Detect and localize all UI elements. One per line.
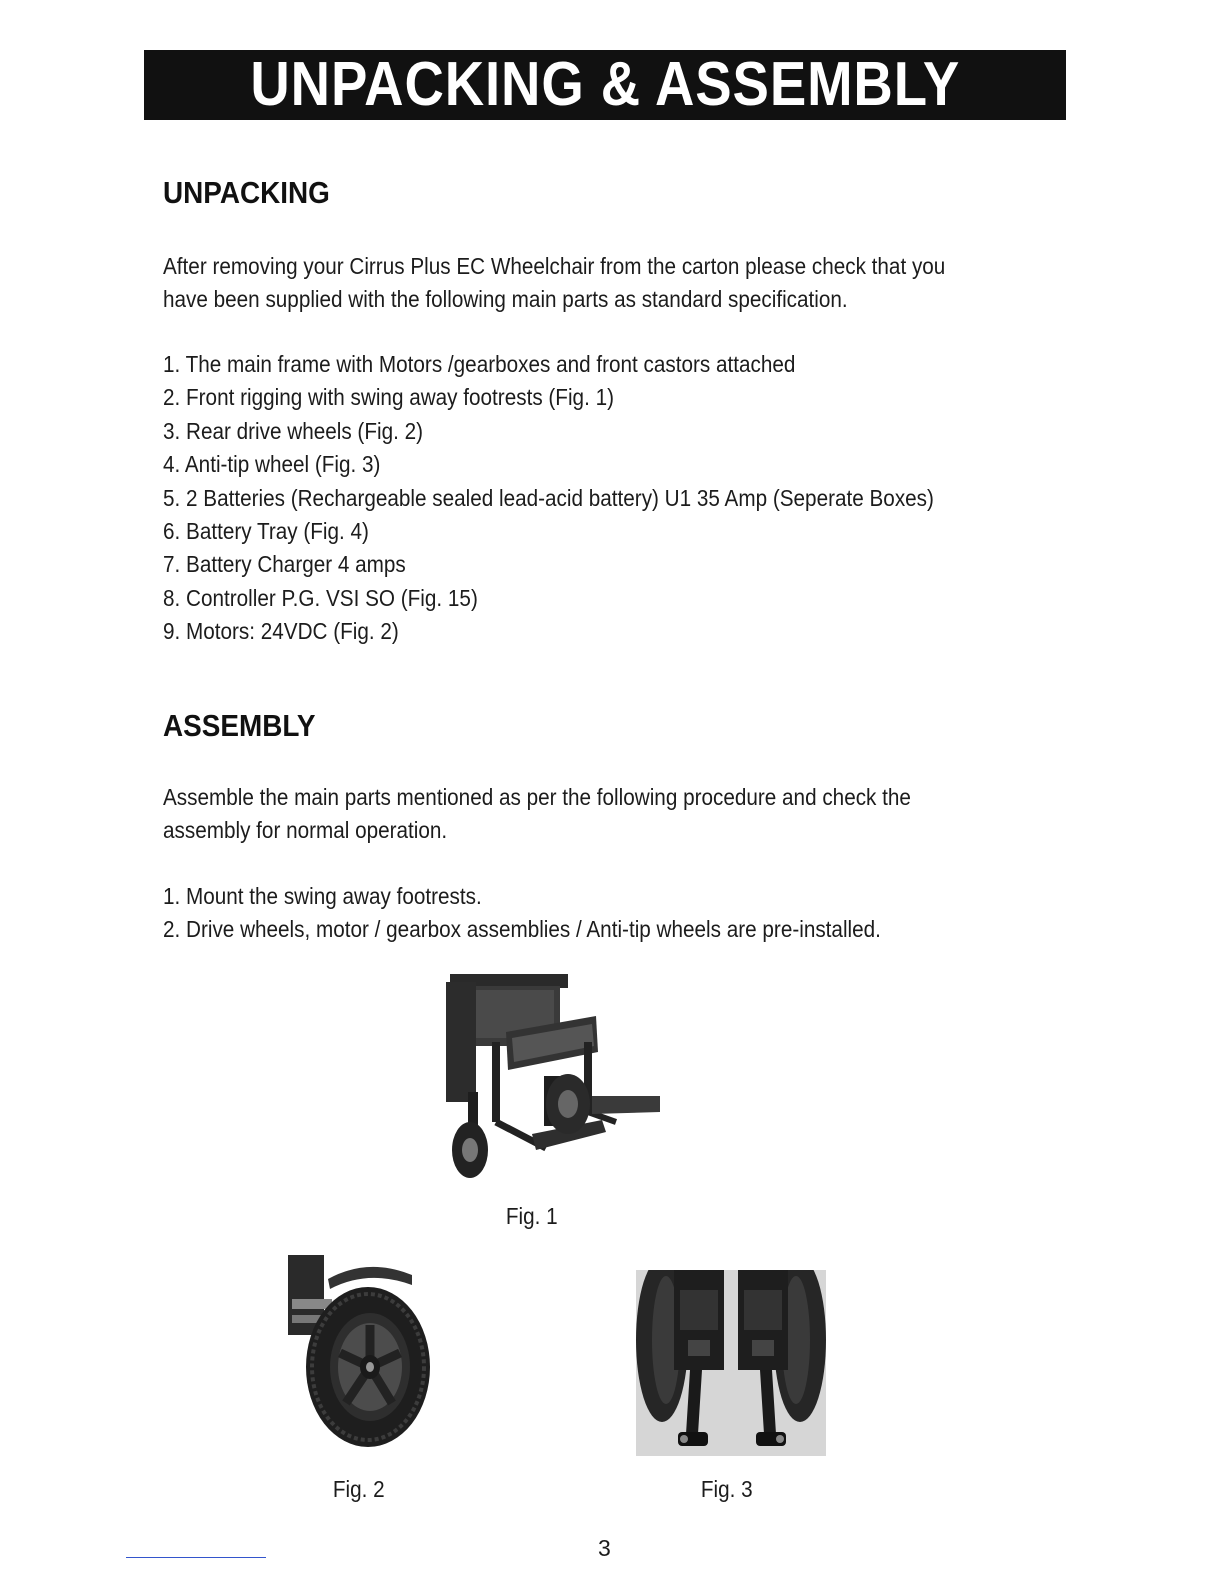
list-item: 7. Battery Charger 4 amps	[163, 551, 406, 578]
list-item: 1. The main frame with Motors /gearboxes and front castors attached	[163, 351, 796, 377]
list-item: 3. Rear drive wheels (Fig. 2)	[163, 417, 424, 444]
list-item: 1. Mount the swing away footrests.	[163, 883, 482, 909]
drive-wheel-illustration	[288, 1255, 433, 1450]
unpacking-heading: UNPACKING	[163, 175, 330, 210]
figure-2-drive-wheel-image	[288, 1255, 433, 1450]
title-bar	[144, 50, 1066, 120]
list-item: 8. Controller P.G. VSI SO (Fig. 15)	[163, 584, 478, 611]
page-title: UNPACKING & ASSEMBLY	[250, 50, 960, 119]
assembly-steps-list	[163, 880, 1063, 947]
list-item: 2. Drive wheels, motor / gearbox assemblies / Anti-tip wheels are pre-installed.	[163, 916, 881, 943]
footer-divider	[126, 1557, 266, 1558]
list-item: 4. Anti-tip wheel (Fig. 3)	[163, 451, 381, 478]
figure-3-anti-tip-image	[636, 1270, 826, 1456]
list-item: 9. Motors: 24VDC (Fig. 2)	[163, 618, 399, 645]
figure-3-caption: Fig. 3	[700, 1476, 753, 1502]
list-item: 2. Front rigging with swing away footrests (Fig. 1)	[163, 384, 614, 411]
page-number: 3	[598, 1535, 611, 1561]
assembly-intro-line1: Assemble the main parts mentioned as per the following procedure and check the	[163, 784, 911, 810]
assembly-intro	[163, 781, 973, 847]
unpacking-intro-line2: have been supplied with the following main parts as standard specification.	[163, 286, 848, 312]
unpacking-intro-line1: After removing your Cirrus Plus EC Wheelchair from the carton please check that you	[163, 253, 946, 279]
footrest-illustration	[446, 972, 666, 1182]
assembly-heading: ASSEMBLY	[163, 708, 316, 743]
list-item: 5. 2 Batteries (Rechargeable sealed lead-acid battery) U1 35 Amp (Seperate Boxes)	[163, 484, 934, 511]
anti-tip-illustration	[636, 1270, 826, 1456]
figure-1-caption: Fig. 1	[505, 1203, 558, 1229]
figure-2-caption: Fig. 2	[332, 1476, 385, 1502]
figure-1-footrest-image	[446, 972, 666, 1182]
assembly-intro-line2: assembly for normal operation.	[163, 817, 448, 843]
unpacking-parts-list	[163, 348, 1063, 649]
list-item: 6. Battery Tray (Fig. 4)	[163, 518, 369, 545]
unpacking-intro	[163, 250, 973, 316]
